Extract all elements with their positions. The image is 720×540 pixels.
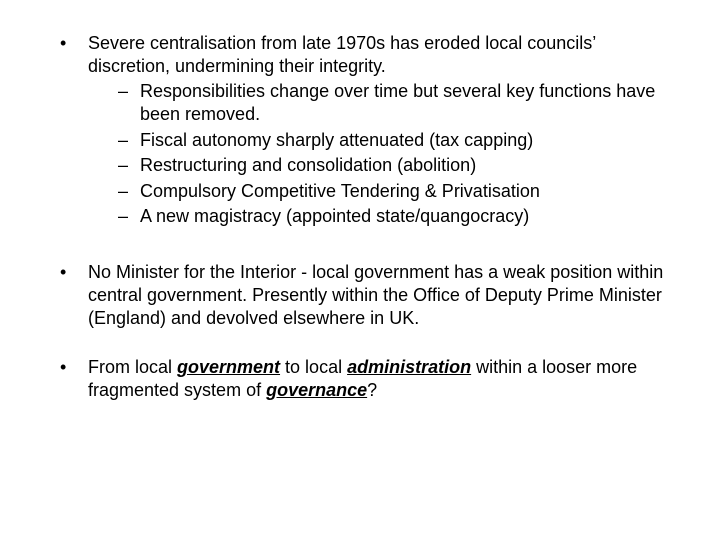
sub-bullet-item — [118, 205, 670, 228]
sub-bullet-item — [118, 80, 670, 126]
bullet-text: Severe centralisation from late 1970s has eroded local councils’ discretion, undermining their integrity. — [88, 33, 596, 76]
sub-bullet-item — [118, 180, 670, 203]
dash-icon: – — [118, 206, 129, 226]
bullet-text — [88, 356, 670, 402]
emphasis-administration: administration — [347, 357, 472, 377]
sub-bullet-text: Compulsory Competitive Tendering & Privatisation — [140, 180, 540, 201]
sub-bullet-item — [118, 129, 670, 152]
text-run: within a looser more fragmented system of — [88, 357, 638, 400]
bullet-text: No Minister for the Interior - local government has a weak position within central government. Presently within the Office of Deputy Prime Minister (England) and devolved elsewhere in UK. — [88, 262, 664, 328]
bullet-point-icon: • — [60, 33, 67, 53]
bullet-government-to-administration — [60, 356, 670, 402]
bullet-minister-interior — [60, 261, 670, 330]
bullet-point-icon: • — [60, 357, 67, 377]
dash-icon: – — [118, 129, 129, 150]
emphasis-government: government — [177, 357, 281, 377]
sub-bullet-text: A new magistracy (appointed state/quangocracy) — [140, 206, 530, 226]
sub-bullet-text: Responsibilities change over time but several key functions have been removed. — [140, 81, 656, 124]
dash-icon: – — [118, 81, 129, 101]
sub-bullet-list — [118, 80, 670, 228]
bullet-centralisation — [60, 32, 670, 231]
text-run: From local — [88, 357, 178, 377]
text-run: to local — [280, 357, 348, 377]
emphasis-governance: governance — [266, 380, 368, 400]
sub-bullet-text: Fiscal autonomy sharply attenuated (tax capping) — [140, 129, 534, 150]
sub-bullet-item — [118, 154, 670, 177]
sub-bullet-text: Restructuring and consolidation (abolition) — [140, 155, 477, 175]
text-run: ? — [367, 380, 378, 400]
bullet-point-icon: • — [60, 262, 67, 282]
dash-icon: – — [118, 180, 129, 201]
dash-icon: – — [118, 155, 129, 175]
